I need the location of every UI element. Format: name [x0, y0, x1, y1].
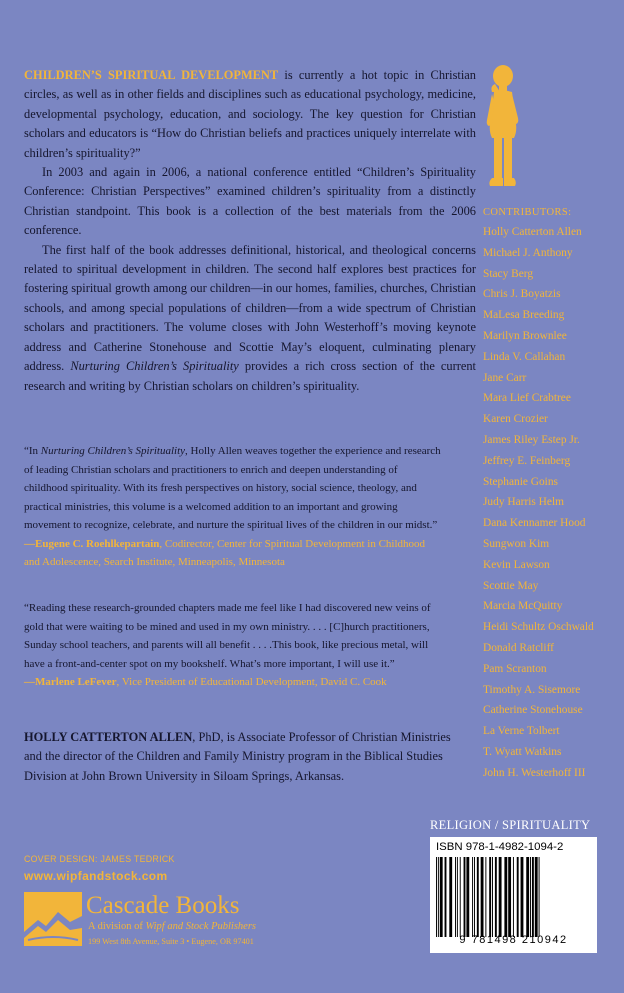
- contributor-name: Mara Lief Crabtree: [483, 392, 571, 405]
- barcode-bar: [492, 857, 493, 937]
- contributor-name: Marcia McQuitty: [483, 600, 563, 613]
- barcode-bar: [436, 857, 437, 937]
- cover-design-credit: COVER DESIGN: JAMES TEDRICK: [24, 854, 175, 864]
- barcode-bars: [436, 857, 592, 937]
- barcode-bar: [504, 857, 507, 937]
- description-paragraph-3: The first half of the book addresses definitional, historical, and theological concerns related to spiritual development in children. The second half explores best practices for fostering spiritual growth among our children—in our homes, families, churches, Christian schools, and among special populations of children—from a wide spectrum of Christian scholars and practitioners. The volume closes with John Westerhoff’s moving keynote address and Catherine Stonehouse and Scottie May’s eloquent, culminating plenary address. Nurturing Children’s Spirituality provides a rich cross section of the current research and writing by Christian scholars on children’s spirituality.: [24, 242, 476, 393]
- barcode-digits: 9 781498 210942: [459, 934, 568, 946]
- barcode-bar: [526, 857, 529, 937]
- barcode-bar: [466, 857, 469, 937]
- barcode-bar: [449, 857, 452, 937]
- description-lead: CHILDREN’S SPIRITUAL DEVELOPMENT: [24, 68, 279, 82]
- contributor-name: Catherine Stonehouse: [483, 704, 583, 717]
- contributor-name: Linda V. Callahan: [483, 350, 566, 363]
- barcode-bar: [440, 857, 443, 937]
- publisher-division: A division of Wipf and Stock Publishers: [88, 921, 257, 932]
- contributors-heading: CONTRIBUTORS:: [483, 207, 572, 218]
- barcode-bar: [455, 857, 456, 937]
- endorsement-quote-1: “In Nurturing Children’s Spirituality, Holly Allen weaves together the experience and research of leading Christian scholars and practitioners to enrich and deepen understanding of childhood spirituality. With its fresh perspectives on history, social science, theology, and practical ministries, this volume is a welcomed addition to an important and growing movement to recognize, celebrate, and nurture the spiritual lives of the children in our midst.” —Eugene C. Roehlkepartain, Codirector, Center for Spiritual Development in Childhood and Adolescence, Search Institute, Minneapolis, Minnesota: [24, 442, 442, 572]
- author-bio: HOLLY CATTERTON ALLEN, PhD, is Associate Professor of Christian Ministries and the director of the Children and Family Ministry program in the Biblical Studies Division at John Brown University in Siloam Springs, Arkansas.: [24, 730, 451, 783]
- contributor-name: Timothy A. Sisemore: [483, 683, 581, 696]
- endorsement-attribution-2: —Marlene LeFever, Vice President of Educational Development, David C. Cook: [24, 676, 387, 688]
- book-title-ref: Nurturing Children’s Spirituality: [70, 359, 239, 374]
- barcode-bar: [530, 857, 531, 937]
- book-description: [24, 66, 476, 396]
- contributor-name: Stephanie Goins: [483, 475, 558, 488]
- contributor-name: Heidi Schultz Oschwald: [483, 621, 594, 634]
- endorsement-quote-2: “Reading these research-grounded chapters made me feel like I had discovered new veins of gold that were waiting to be mined and used in my own ministry. . . . [C]hurch practitioners, Sunday school teachers, and parents will all benefit . . . .This book, like precious metal, will have a front-and-center spot on my bookshelf. What’s more important, I will use it.” —Marlene LeFever, Vice President of Educational Development, David C. Cook: [24, 599, 442, 692]
- barcode-bar: [508, 857, 511, 937]
- book-title-ref: Nurturing Children’s Spirituality: [40, 445, 186, 457]
- barcode-bar: [513, 857, 514, 937]
- description-paragraph-2: In 2003 and again in 2006, a national conference entitled “Children’s Spirituality Conference: Christian Perspectives” examined children’s spirituality from a distinctly Christian standpoint. This book is a collection of the best materials from the 2006 conference.: [24, 165, 476, 238]
- cascade-mountain-logo-icon: [24, 892, 82, 946]
- contributor-name: T. Wyatt Watkins: [483, 745, 562, 758]
- contributor-name: Donald Ratcliff: [483, 641, 554, 654]
- barcode-bar: [477, 857, 479, 937]
- description-paragraph-1: CHILDREN’S SPIRITUAL DEVELOPMENT is currently a hot topic in Christian circles, as well as in other fields and disciplines such as educational psychology, medicine, developmental psychology, education, and sociology. The key question for Christian scholars and educators is “How do Christian beliefs and practices uniquely interrelate with children’s spirituality?”: [24, 68, 476, 160]
- contributors-list: [483, 222, 623, 784]
- endorsement-attribution-1: —Eugene C. Roehlkepartain, Codirector, Center for Spiritual Development in Childhood and Adolescence, Search Institute, Minneapolis, Minnesota: [24, 537, 426, 568]
- contributor-name: Sungwon Kim: [483, 537, 550, 550]
- publisher-website-link[interactable]: www.wipfandstock.com: [24, 869, 168, 883]
- publisher-address: 199 West 8th Avenue, Suite 3 • Eugene, OR 97401: [88, 937, 254, 946]
- barcode-bar: [445, 857, 447, 937]
- barcode-bar: [464, 857, 466, 937]
- barcode-bar: [457, 857, 458, 937]
- contributor-name: Jeffrey E. Feinberg: [483, 454, 571, 467]
- barcode-bar: [481, 857, 484, 937]
- barcode-bar: [495, 857, 497, 937]
- barcode-bar: [474, 857, 475, 937]
- barcode-bar: [517, 857, 519, 937]
- category-label: RELIGION / SPIRITUALITY: [430, 818, 591, 832]
- barcode-bar: [535, 857, 538, 937]
- barcode-bar: [499, 857, 502, 937]
- contributor-name: Jane Carr: [483, 371, 527, 384]
- barcode-bar: [532, 857, 534, 937]
- barcode-bar: [460, 857, 461, 937]
- child-silhouette-icon: [470, 62, 534, 192]
- contributor-name: Kevin Lawson: [483, 558, 550, 571]
- barcode-bar: [472, 857, 473, 937]
- contributor-name: Dana Kennamer Hood: [483, 517, 586, 530]
- author-name: HOLLY CATTERTON ALLEN: [24, 730, 193, 744]
- barcode-bar: [489, 857, 491, 937]
- publisher-name: Cascade Books: [86, 892, 240, 919]
- contributors-section: [483, 207, 623, 784]
- isbn-label: ISBN 978-1-4982-1094-2: [436, 841, 564, 853]
- barcode-bar: [539, 857, 540, 937]
- isbn-barcode: [430, 837, 597, 953]
- contributor-name: Michael J. Anthony: [483, 246, 573, 259]
- contributor-name: Karen Crozier: [483, 413, 548, 426]
- barcode-bar: [521, 857, 524, 937]
- contributor-name: Pam Scranton: [483, 662, 547, 675]
- contributor-name: Stacy Berg: [483, 267, 534, 280]
- contributor-name: Scottie May: [483, 579, 539, 592]
- contributor-name: MaLesa Breeding: [483, 309, 565, 322]
- contributor-name: James Riley Estep Jr.: [483, 433, 580, 446]
- contributor-name: Chris J. Boyatzis: [483, 288, 561, 301]
- contributor-name: Holly Catterton Allen: [483, 226, 582, 238]
- contributor-name: Marilyn Brownlee: [483, 329, 567, 342]
- barcode-bar: [438, 857, 439, 937]
- contributor-name: John H. Westerhoff III: [483, 766, 586, 779]
- barcode-bar: [485, 857, 486, 937]
- contributor-name: La Verne Tolbert: [483, 725, 560, 738]
- contributor-name: Judy Harris Helm: [483, 496, 564, 509]
